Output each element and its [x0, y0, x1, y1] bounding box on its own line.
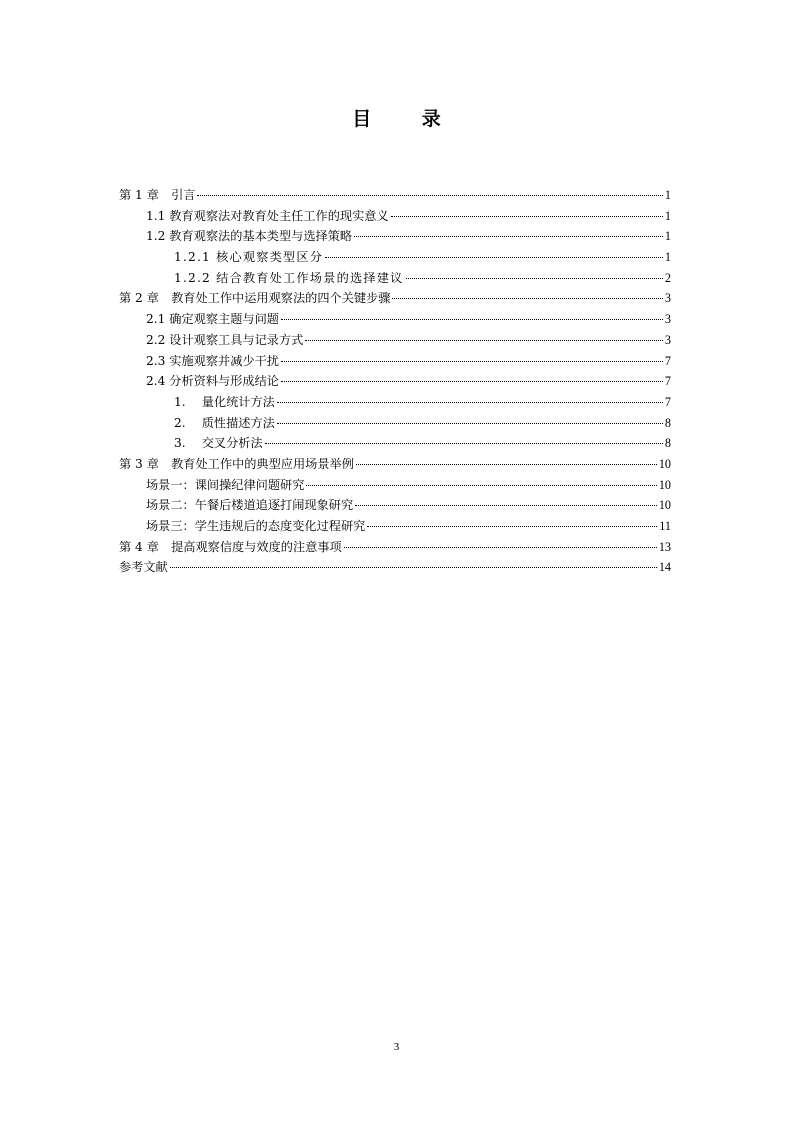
- toc-leader-dots: [277, 401, 663, 403]
- toc-entry-page: 8: [664, 415, 671, 430]
- toc-entry-1-1[interactable]: [119, 206, 671, 227]
- toc-leader-dots: [170, 566, 657, 568]
- toc-entry-label: 1.2.1 核心观察类型区分: [174, 250, 324, 265]
- toc-entry-label: 参考文献: [119, 560, 168, 575]
- toc-entry-page: 1: [664, 229, 671, 244]
- toc-entry-2-4-2[interactable]: [119, 413, 671, 434]
- toc-leader-dots: [265, 442, 663, 444]
- toc-leader-dots: [197, 194, 662, 196]
- toc-leader-dots: [277, 422, 663, 424]
- toc-entry-chapter-4[interactable]: [119, 537, 671, 558]
- toc-entry-page: 8: [664, 436, 671, 451]
- toc-entry-label: 第 3 章 教育处工作中的典型应用场景举例: [119, 456, 354, 471]
- toc-leader-dots: [305, 339, 663, 341]
- toc-entry-label: 2.1 确定观察主题与问题: [146, 312, 279, 327]
- toc-entry-page: 10: [658, 456, 671, 471]
- toc-leader-dots: [306, 484, 656, 486]
- toc-entry-page: 11: [659, 519, 671, 533]
- toc-leader-dots: [325, 256, 663, 258]
- toc-leader-dots: [281, 318, 663, 320]
- page-number: 3: [393, 1041, 400, 1053]
- toc-leader-dots: [356, 463, 657, 465]
- toc-entry-label: 1.2 教育观察法的基本类型与选择策略: [146, 229, 353, 244]
- toc-entry-page: 2: [664, 270, 671, 285]
- toc-entry-chapter-2[interactable]: [119, 288, 671, 309]
- toc-entry-page: 1: [664, 208, 671, 223]
- toc-entry-2-1[interactable]: [119, 309, 671, 330]
- toc-entry-2-4[interactable]: [119, 371, 671, 392]
- toc-leader-dots: [355, 504, 657, 506]
- toc-leader-dots: [344, 546, 657, 548]
- toc-entry-page: 3: [664, 312, 671, 327]
- toc-entry-label: 场景二：午餐后楼道追逐打闹现象研究: [146, 498, 354, 513]
- toc-entry-page: 1: [664, 188, 671, 202]
- toc-entry-label: 场景三：学生违规后的态度变化过程研究: [146, 519, 366, 533]
- toc-entry-label: 第 4 章 提高观察信度与效度的注意事项: [119, 539, 342, 554]
- toc-entry-page: 10: [658, 498, 671, 513]
- toc-entry-1-2-1[interactable]: [119, 247, 671, 268]
- toc-entry-2-3[interactable]: [119, 351, 671, 372]
- toc-entry-label: 2.4 分析资料与形成结论: [146, 374, 279, 389]
- toc-leader-dots: [406, 277, 663, 279]
- toc-entry-label: 3. 交叉分析法: [174, 436, 263, 451]
- toc-entry-page: 3: [664, 291, 671, 306]
- toc-entry-1-2-2[interactable]: [119, 268, 671, 289]
- toc-leader-dots: [367, 525, 657, 527]
- toc-entry-label: 1.1 教育观察法对教育处主任工作的现实意义: [146, 208, 389, 223]
- toc-entry-page: 7: [664, 353, 671, 368]
- toc-entry-chapter-1[interactable]: [119, 185, 671, 206]
- toc-leader-dots: [392, 297, 662, 299]
- toc-title: 目 录: [352, 108, 463, 130]
- toc-entry-2-4-1[interactable]: [119, 392, 671, 413]
- toc-entry-label: 第 2 章 教育处工作中运用观察法的四个关键步骤: [119, 291, 391, 306]
- toc-entry-label: 1.2.2 结合教育处工作场景的选择建议: [174, 270, 404, 285]
- toc-entry-page: 13: [658, 539, 671, 554]
- toc-entry-references[interactable]: [119, 557, 671, 578]
- toc-entry-label: 2. 质性描述方法: [174, 415, 275, 430]
- toc-entry-label: 场景一：课间操纪律问题研究: [146, 477, 305, 492]
- toc-entry-page: 7: [664, 374, 671, 389]
- toc-entry-1-2[interactable]: [119, 226, 671, 247]
- toc-entry-label: 2.2 设计观察工具与记录方式: [146, 332, 304, 347]
- toc-entry-chapter-3[interactable]: [119, 454, 671, 475]
- toc-entry-label: 1. 量化统计方法: [174, 394, 275, 409]
- toc-entry-page: 1: [664, 250, 671, 265]
- toc-entry-2-2[interactable]: [119, 330, 671, 351]
- toc-entry-scene-2[interactable]: [119, 495, 671, 516]
- toc-entry-page: 7: [664, 394, 671, 409]
- toc-entry-2-4-3[interactable]: [119, 433, 671, 454]
- table-of-contents: [119, 185, 671, 578]
- toc-leader-dots: [281, 380, 663, 382]
- toc-entry-scene-3[interactable]: [119, 516, 671, 537]
- toc-entry-page: 3: [664, 332, 671, 347]
- toc-entry-page: 14: [658, 560, 671, 575]
- toc-entry-page: 10: [658, 477, 671, 492]
- toc-leader-dots: [354, 235, 663, 237]
- toc-entry-label: 2.3 实施观察并减少干扰: [146, 353, 279, 368]
- toc-entry-label: 第 1 章 引言: [119, 188, 196, 202]
- toc-leader-dots: [391, 215, 663, 217]
- toc-entry-scene-1[interactable]: [119, 475, 671, 496]
- toc-leader-dots: [281, 360, 663, 362]
